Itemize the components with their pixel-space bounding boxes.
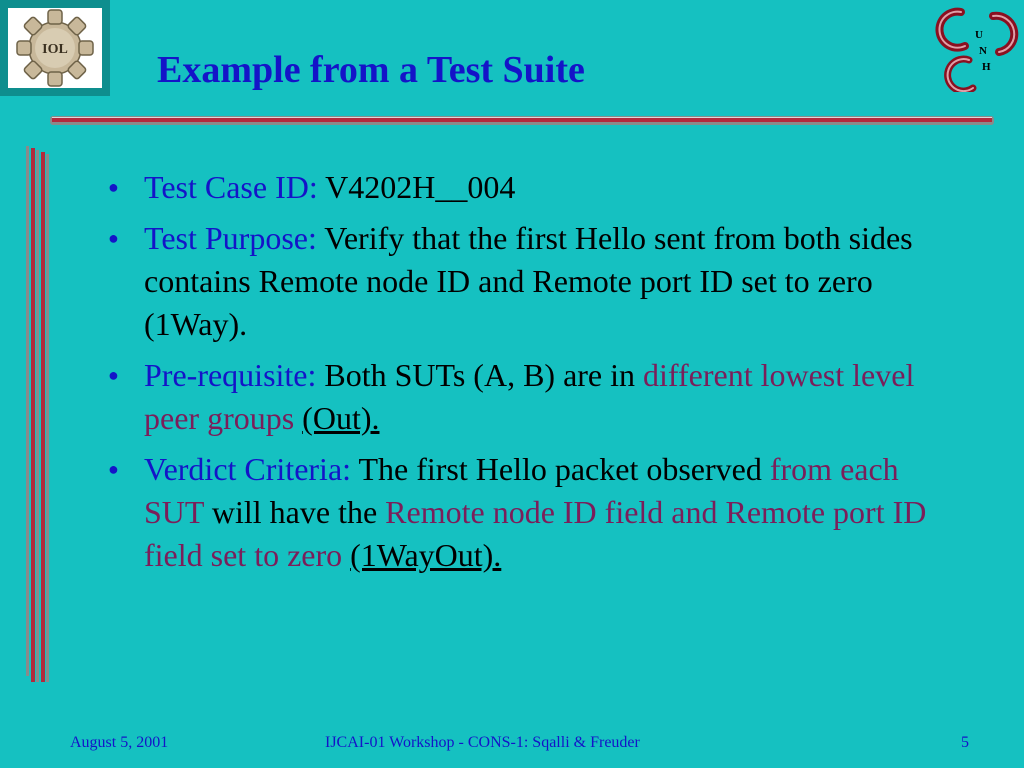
- title-divider: [50, 116, 994, 125]
- unh-letter-u: U: [975, 29, 983, 41]
- unh-letter-n: N: [979, 45, 987, 57]
- bullet-icon: ●: [108, 228, 119, 248]
- list-item: [100, 354, 960, 440]
- item-highlight: from each SUT: [144, 451, 899, 530]
- bullet-list: [100, 166, 960, 585]
- item-underlined: (Out).: [302, 400, 380, 436]
- bullet-icon: ●: [108, 365, 119, 385]
- unh-logo: [935, 2, 1023, 92]
- item-highlight: Remote node ID field and Remote port ID field set to zero: [144, 494, 927, 573]
- footer-title: IJCAI-01 Workshop - CONS-1: Sqalli & Freuder: [325, 734, 640, 751]
- list-item: [100, 217, 960, 346]
- item-underlined: (1WayOut).: [350, 537, 502, 573]
- item-text: [342, 537, 350, 573]
- side-divider: [24, 146, 52, 682]
- item-text: Verify that the first Hello sent from both sides contains Remote node ID and Remote port ID set to zero (1Way).: [144, 220, 913, 342]
- item-text: Both SUTs (A, B) are in: [316, 357, 644, 393]
- list-item: [100, 448, 960, 577]
- item-label: Pre-requisite:: [144, 357, 317, 393]
- unh-letter-h: H: [982, 61, 991, 73]
- bullet-icon: ●: [108, 459, 119, 479]
- footer-date: August 5, 2001: [70, 734, 169, 751]
- item-text: The first Hello packet observed: [351, 451, 770, 487]
- item-text: [294, 400, 302, 436]
- iol-logo-text: IOL: [42, 42, 68, 57]
- page-number: 5: [961, 734, 969, 751]
- item-label: Test Case ID:: [144, 169, 318, 205]
- iol-logo: [0, 0, 110, 96]
- bullet-icon: ●: [108, 177, 119, 197]
- slide-title: Example from a Test Suite: [157, 49, 585, 91]
- gear-icon: [0, 0, 110, 96]
- list-item: [100, 166, 960, 209]
- item-highlight: different lowest level peer groups: [144, 357, 915, 436]
- item-label: Verdict Criteria:: [144, 451, 352, 487]
- item-text: V4202H__004: [317, 169, 516, 205]
- item-label: Test Purpose:: [144, 220, 317, 256]
- item-text: will have the: [203, 494, 386, 530]
